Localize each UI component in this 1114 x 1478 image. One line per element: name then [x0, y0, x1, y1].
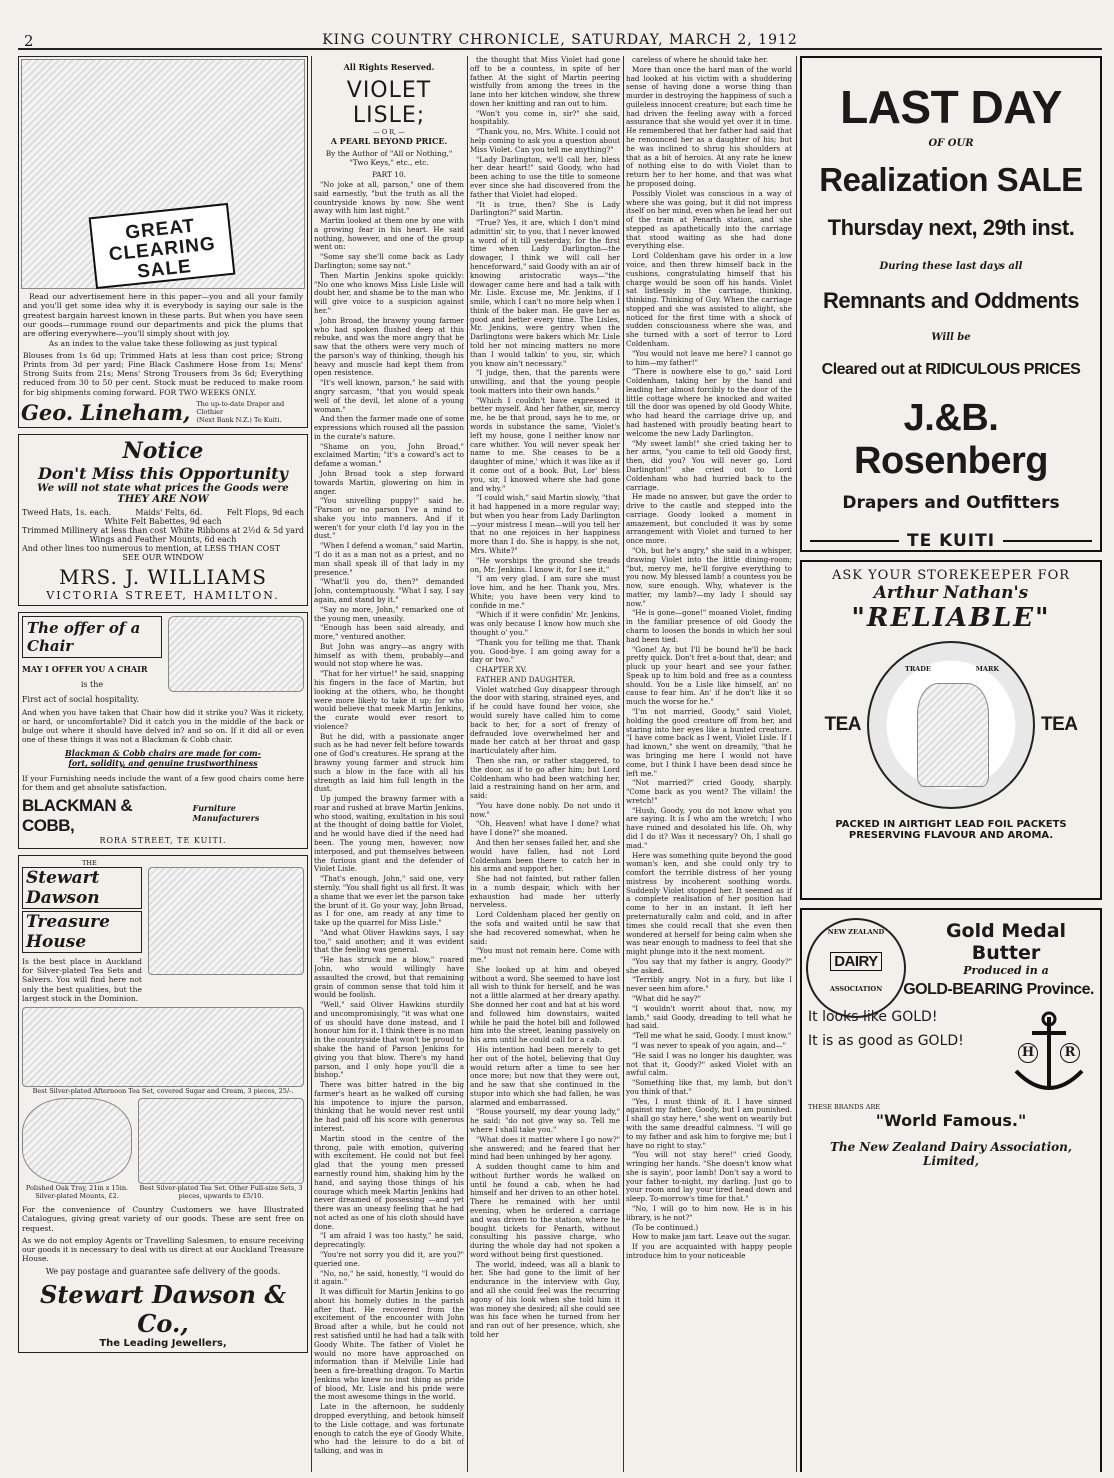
- column-rule: [311, 56, 312, 1472]
- chair-line3: First act of social hospitality.: [22, 694, 140, 704]
- serial-text-2: [470, 56, 620, 1340]
- serial-paragraph: A sudden thought came to him and without further words he walked on until he found a cab, when he had himself and her driven to an other hotel. There he remained with her until evening, when he ordered a carriage and was driven to the station, where he bought tickets for Penarth, without consulting his passive charge, who during the whole day had not spoken a word without being first questioned.: [470, 1162, 620, 1259]
- serial-paragraph: Violet watched Guy disappear through the door with staring, strained eyes, and if he could have found her voice, she would surely have called him to come back to her, for a sort of frenzy of defrauded love overwhelmed her and made her catch at her throat and gasp inarticulately after him.: [470, 684, 620, 756]
- serial-text-3: [626, 56, 792, 1261]
- serial-paragraph: the thought that Miss Violet had gone off to be a countess, in spite of her father. At the sight of Martin peering wistfully from among the trees in the lane into her kitchen window, she threw down her knitting and ran out to him.: [470, 56, 620, 108]
- butter-brands: THESE BRANDS ARE: [808, 1103, 881, 1111]
- serial-paragraph: John Broad took a step forward towards Martin, glowering on him in anger.: [314, 469, 464, 496]
- serial-paragraph: "You say that my father is angry, Goody?" she asked.: [626, 956, 792, 975]
- serial-paragraph: "Shame on you, John Broad," exclaimed Martin; "it's a coward's act to defame a woman.": [314, 441, 464, 469]
- serial-paragraph: "Terribly angry. Not in a fury, but like I never seen him afore.": [626, 975, 792, 994]
- serial-paragraph: "You will not stay here!" cried Goody, wringing her hands. "She doesn't know what she is sayin', poor lamb! Don't say a word to your father to-night, my darling. Just go to your room and lay your tired head down and sleep. To-morrow's time for that.": [626, 1150, 792, 1204]
- rosenberg-town: TE KUITI: [906, 531, 996, 551]
- stewart-sub: The Leading Jewellers,: [99, 1337, 227, 1349]
- serial-paragraph: "I am afraid I was too hasty," he said, deprecatingly.: [314, 1231, 464, 1250]
- serial-paragraph: Lord Coldenham gave his order in a low voice, and then threw himself back in the cushions, congratulating himself that his charge would be soon off his hands. Violet sat listlessly in the carriage, thinking, thinking. Thinking of Guy. When the carriage stopped and she was assisted to alight, she noticed for the first time with a shock of sudden consciousness where she was, and she turned with a sort of terror to Lord Coldenham.: [626, 251, 792, 348]
- serial-paragraph: "Say no more, John," remarked one of the young men, uneasily.: [314, 604, 464, 623]
- williams-sub2: THEY ARE NOW: [117, 493, 209, 505]
- nathan-tea-left: TEA: [824, 714, 861, 735]
- serial-paragraph: "What'll you do, then?" demanded John, contemptuously. "What I say, I say again, and stand by it.": [314, 577, 464, 604]
- serial-paragraph: Martin stood in the centre of the throng, pale with emotion, quivering with excitement. He could not but feel glad that the young men pressed earnestly round him, shaking him by the hand, and saying those things of his courage which meek Martin Jenkins had never dreamed of possessing —and yet there was an uneasy feeling that he had not acted as one of his cloth should have done.: [314, 1133, 464, 1231]
- serial-paragraph: (To be continued.): [632, 1222, 699, 1232]
- serial-paragraph: "Well," said Oliver Hawkins sturdily and uncompromisingly, "it was what one of us should have done instead, and I honour him for it. I think there is no man in the countryside that won't be proud to shake the hand of Parson Jenkins for giving you that blow. There's my hand parson, and I only hope you'll die a bishop.": [314, 1000, 464, 1080]
- blackman-cobb-advert: [18, 612, 308, 849]
- serial-paragraph: "Yes, I must think of it. I have sinned against my father, Goody, but I am punished. I shall go stay here," she went on wearily but with the same dreadful calmness. "I will go to my father and ask him to forgive me; but I have no right to stay.": [626, 1096, 792, 1150]
- rosenberg-firm: J.&B. Rosenberg: [854, 397, 1048, 482]
- serial-paragraph: "That for her virtue!" he said, snapping his fingers in the face of Martin, but looking at the others, who, he thought were more likely to take it up; for who would believe that meek Martin Jenkins, the curate would ever resort to violence?: [314, 669, 464, 731]
- serial-or: — O R, —: [373, 128, 405, 136]
- serial-paragraph: "Something like that, my lamb, but don't you think of that.": [626, 1078, 792, 1096]
- stewart-para3: We pay postage and guarantee safe delivery of the goods.: [45, 1266, 281, 1276]
- serial-paragraph: "He is gone—gone!" moaned Violet, finding in the familiar presence of old Goody the charm to loosen the bonds in which her soul had been tied.: [626, 608, 792, 644]
- mark-label: MARK: [975, 665, 999, 673]
- serial-paragraph: More than once the hard man of the world had looked at his victim with a shuddering sense of having done a worse thing than murder in destroying the happiness of such a guileless innocent creature; but each time he had driven the feeling away with a forced assurance that she would yet over it in time. He remembered that her father had said that he renounced her as a daughter of his; but he was inclined to shrug his shoulders at that as a bit of heroics. At any rate he knew of nothing else to do with Violet than to return her to her home, and that was what he proposed doing.: [626, 64, 792, 188]
- lineham-index: As an index to the value take these following as just typical: [48, 339, 278, 349]
- left-advert-column: [18, 56, 308, 1472]
- rosenberg-advert: [800, 56, 1102, 552]
- blackman-address: RORA STREET, TE KUITI.: [99, 835, 227, 845]
- williams-row3a: Trimmed Millinery at less than cost: [22, 525, 167, 535]
- serial-paragraph: "I wouldn't worrit about that, now, my lamb," said Goody, dreading to tell what he had said.: [626, 1003, 792, 1031]
- sale-illustration: [21, 59, 305, 289]
- rosenberg-h5: During these last days all: [879, 261, 1023, 272]
- chair-slogan2: fort, solidity, and genuine trustworthiness: [68, 757, 258, 768]
- serial-paragraph: She had not fainted, but rather fallen in a numb despair, which with her exhaustion had made her utterly nerveless.: [470, 874, 620, 910]
- serial-paragraph: There was bitter hatred in the big farmer's heart as he walked off cursing his impotence to injure the parson, thinking that he would never rest until he had paid off his score with generous interest.: [314, 1080, 464, 1134]
- serial-paragraph: "Some say she'll come back as Lady Darlington; some say not.": [314, 252, 464, 271]
- chair-slogan1: Blackman & Cobb chairs are made for com-: [65, 747, 261, 758]
- chair-furnisher: If your Furnishing needs include the want of a few good chairs come here for them and get absolute satisfaction.: [22, 773, 304, 792]
- trademark-seal: [867, 641, 1035, 809]
- dairy-butter-advert: [800, 908, 1102, 1472]
- stewart-dawson-advert: [18, 855, 308, 1353]
- serial-paragraph: "Lady Darlington, we'll call her, bless her dear heart!" said Goody, who had been aching to use the title to someone ever since she had discovered from the father that Violet had eloped.: [470, 154, 620, 199]
- serial-paragraph: But John was angry—as angry with himself as with them, probably—and would not stop where he was.: [314, 641, 464, 669]
- rosenberg-h1: LAST DAY: [840, 81, 1062, 133]
- serial-column-2: [470, 56, 620, 1472]
- serial-paragraph: But he did, with a passionate anger such as he had never felt before towards one of God's creatures. He sprang at the brawny young farmer and struck him such a blow in the face with all his strength as laid him full length in the dust.: [314, 731, 464, 794]
- serial-paragraph: "Gone! Ay, but I'll be bound he'll be back pretty quick. Don't fret a-bout that, dear; and pluck up your heart and see your father. Speak up to him bold and free as a countess should. You be a Lisle like himself, an' no cause to fear him. An' if he don't like it so much the worse for he.": [626, 644, 792, 707]
- masthead: [18, 6, 1102, 50]
- serial-subtitle: A PEARL BEYOND PRICE.: [330, 136, 448, 146]
- right-advert-column: [800, 56, 1102, 1472]
- serial-paragraph: "What did he say?": [632, 994, 701, 1004]
- serial-paragraph: "Rouse yourself, my dear young lady," he said; "do not give way so. Tell me where I shall take you.": [470, 1107, 620, 1134]
- column-rule: [796, 56, 797, 1472]
- serial-paragraph: "Tell me what he said, Goody. I must know.": [632, 1031, 792, 1041]
- serial-paragraph: Martin looked at them one by one with a growing fear in his heart. He said nothing, however, and one of the group went on:: [314, 216, 464, 252]
- lineham-name: Geo. Lineham,: [21, 399, 191, 425]
- serial-paragraph: "No, no," he said, honestly, "I would do it again.": [314, 1268, 464, 1287]
- williams-name: MRS. J. WILLIAMS: [59, 564, 267, 589]
- serial-paragraph: Late in the afternoon, he suddenly dropped everything, and betook himself to the Lisle cottage, and was fortunate enough to catch the eye of Goody White, who had the leisure to do a bit of talking, and was in: [314, 1402, 464, 1456]
- serial-paragraph: Possibly Violet was conscious in a way of where she was going, but it did not impress itself on her mind, even when he lead her out of the train at Penarth station, and she stepped as apathetically into the carriage that stood waiting as she had done everything else.: [626, 188, 792, 251]
- serial-paragraph: How to make jam tart. Leave out the sugar.: [632, 1232, 791, 1242]
- serial-paragraph: "I'm not married, Goody," said Violet, holding the good creature off from her, and staring into her eyes like a hunted creature. "I have come back as I went, Violet Lisle. If I had known," she went on dreamily, "that he was bringing me here I would not have come, but I think I have been dead since he left me.": [626, 707, 792, 778]
- serial-paragraph: Here was something quite beyond the good woman's ken, and she could only try to comfort the terrible distress of her young mistress by incoherent soothing words. Suddenly Violet stopped her. It seemed as if a complete realisation of her position had come to her in an instant. It left her preternaturally calm and cold, and in after times she could recall that she even then wondered at herself for being calm when she was near enough to madness to feel that she might plunge into it the next moment.: [626, 850, 792, 957]
- anchor-icon: [1004, 1009, 1094, 1099]
- lineham-advert: [18, 56, 308, 428]
- butter-h2: Butter: [971, 942, 1041, 964]
- column-rule: [623, 56, 624, 1472]
- serial-paragraph: "He said I was no longer his daughter, was not that it, Goody?" asked Violet with an awful calm.: [626, 1050, 792, 1078]
- serial-paragraph: "Enough has been said already, and more," ventured another.: [314, 623, 464, 642]
- serial-paragraph: "You would not leave me here? I cannot go to him—my father!": [626, 348, 792, 367]
- serial-paragraph: "It's well known, parson," he said with angry sarcasm, "that you would speak well of the devil, let alone of a young woman.": [314, 378, 464, 414]
- blackman-firm: BLACKMAN & COBB,: [22, 795, 133, 835]
- serial-paragraph: "That's enough, John," said one, very sternly. "You shall fight us all first. It was a shame that we ever let the parson take the brunt of it. Go your way, John Broad, as I for one, am ready at any time to take up the quarrel for Miss Lisle.": [314, 874, 464, 928]
- serial-paragraph: He made no answer, but gave the order to drive to the castle and stepped into the carriage. Goody looked a moment in amazement, but concluded it was by some arrangement with Violet and turned to her once more.: [626, 492, 792, 546]
- nathan-line1: ASK YOUR STOREKEEPER FOR: [831, 568, 1071, 583]
- rosenberg-h3: Realization SALE: [819, 161, 1083, 198]
- serial-paragraph: "You snivelling puppy!" said he. "Parson or no parson I've a mind to shake you into manners. And if it weren't for your cloth I'd lay you in the dust.": [314, 496, 464, 541]
- serial-paragraph: Then she ran, or rather staggered, to the door, as if to go after him; but Lord Coldenham who had been watching her, laid a restraining hand on her arm, and said:: [470, 755, 620, 801]
- serial-paragraph: "Not married?" cried Goody, sharply. "Come back as you went? The villain! the wretch!": [626, 778, 792, 805]
- serial-paragraph: "Won't you come in, sir?" she said, hospitably.: [470, 108, 620, 127]
- serial-paragraph: And then her senses failed her, and she would have fallen, had not Lord Coldenham been there to catch her in his arms and support her.: [470, 837, 620, 874]
- rosenberg-h2: OF OUR: [928, 138, 974, 149]
- seal-bottom: ASSOCIATION: [829, 985, 883, 993]
- williams-notice: Notice: [122, 437, 204, 464]
- rosenberg-h6: Remnants and Oddments: [823, 288, 1079, 313]
- serial-paragraph: FATHER AND DAUGHTER.: [476, 674, 576, 684]
- williams-row4: Wings and Feather Mounts, 6d each: [89, 534, 237, 544]
- serial-paragraph: "I judge, then, that the parents were unwilling, and that the young people took matters into their own hands.": [470, 368, 620, 395]
- serial-title: VIOLET LISLE;: [346, 78, 432, 128]
- serial-author: By the Author of "All or Nothing," "Two Keys," etc., etc.: [325, 149, 453, 167]
- stewart-caption-tea2: Best Silver-plated Tea Set. Other Full-size Sets, 3 pieces, upwards to £5/10.: [139, 1184, 303, 1201]
- seal-top: NEW ZEALAND: [827, 928, 885, 936]
- column-rule: [467, 56, 468, 1472]
- nathan-line2: Arthur Nathan's: [873, 583, 1029, 603]
- serial-paragraph: "I could wish," said Martin slowly, "that it had happened in a more regular way; but when you hear from Lady Darlington—your mistress I mean—will you tell her that no one rejoices in her happiness more than I do. She is happy, is she not, Mrs. White?": [470, 493, 620, 555]
- sale-banner: GREAT CLEARING SALE: [107, 215, 217, 283]
- serial-paragraph: She looked up at him and obeyed without a word. She seemed to have lost all wish to think for herself, and he was not a little alarmed at her dreary apathy. She donned her coat and hat at his word and followed him downstairs, waited while he paid the hotel bill and followed him into the street, leaning passively on his arm until he could call for a cab.: [470, 964, 620, 1045]
- serial-paragraph: "You're not sorry you did it, are you?" queried one.: [314, 1249, 464, 1268]
- serial-paragraph: And then the farmer made one of some expressions which roused all the passion in the curate's nature.: [314, 414, 464, 441]
- williams-row5: And other lines too numerous to mention, at LESS THAN COST: [22, 543, 281, 553]
- williams-row3b: White Ribbons at 2½d & 5d yard: [170, 525, 304, 535]
- stewart-signature: Stewart Dawson & Co.,: [40, 1279, 286, 1338]
- serial-paragraph: "You must not remain here. Come with me.": [470, 946, 620, 965]
- serial-text-1: [314, 181, 464, 1456]
- nathan-foot: PACKED IN AIRTIGHT LEAD FOIL PACKETS PRESERVING FLAVOUR AND AROMA.: [835, 819, 1067, 841]
- chair-line1: MAY I OFFER YOU A CHAIR: [22, 663, 148, 674]
- nathan-line3: "RELIABLE": [851, 603, 1051, 633]
- williams-row1b: Maids' Felts, 6d.: [135, 507, 203, 517]
- chair-paragraph: And when you have taken that Chair how did it strike you? Was it rickety, or hard, or uncomfortable? Did it catch you in the middle of the back or bulge out where it should have delved in? and so on. If it did all or even one of these things it was not a Blackman & Cobb chair.: [22, 707, 304, 744]
- williams-advert: [18, 434, 308, 606]
- butter-famous: "World Famous.": [875, 1111, 1027, 1130]
- stewart-caption-tea: Best Silver-plated Afternoon Tea Set, covered Sugar and Cream, 3 pieces, 25/-.: [32, 1087, 294, 1096]
- serial-column-3: [626, 56, 792, 1472]
- williams-row6: SEE OUR WINDOW: [122, 552, 204, 562]
- page-number: 2: [24, 32, 34, 50]
- serial-paragraph: "I am very glad. I am sure she must love him, and he her. Thank you, Mrs. White; you have been very kind to confide in me.": [470, 574, 620, 610]
- serial-column-1: [314, 56, 464, 1472]
- serial-paragraph: John Broad, the brawny young farmer who had spoken flushed deep at this rebuke, and was the more angry that he saw that the others were very much of the parson's way of thinking, though his heavy and muscle had kept them from open resistence.: [314, 315, 464, 378]
- serial-paragraph: "He worships the ground she treads on, Mr. Jenkins. I know it, for I see it.": [470, 555, 620, 574]
- serial-paragraph: "Oh, Heaven! what have I done? what have I done?" she moaned.: [470, 819, 620, 838]
- silver-cups-illustration: [148, 867, 304, 975]
- serial-paragraph: "It is true, then? She is Lady Darlington?" said Martin.: [470, 199, 620, 218]
- serial-paragraph: "Thank you, no, Mrs. White. I could not help coming to ask you a question about Miss Violet. Can you tell me anything?": [470, 127, 620, 154]
- serial-paragraph: "What does it matter where I go now?" she answered; and he feared that her mind had been unhinged by her agony.: [470, 1134, 620, 1162]
- williams-row1a: Tweed Hats, 1s. each.: [22, 507, 112, 517]
- williams-row1c: Felt Flops, 9d each: [226, 507, 304, 517]
- serial-paragraph: "There is nowhere else to go," said Lord Coldenham, taking her by the hand and leading her almost forcibly to the door of the little cottage where he knocked and waited till the door was opened by old Goody White, who had heard the carriage drive up, and had hastened with proudly beating heart to welcome the new Lady Darlington.: [626, 367, 792, 438]
- serial-paragraph: "He has struck me a blow," roared John, who would willingly have assaulted the crowd, but that remaining grain of common sense that told him it would be foolish.: [314, 955, 464, 1000]
- chair-illustration: [168, 616, 304, 692]
- serial-paragraph: "My sweet lamb!" she cried taking her to her arms, "you came to tell old Goody first, then, did you? You will never go, Lord Darlington!" she cried out to Lord Coldenham who had hurried back to the carriage.: [626, 438, 792, 492]
- serial-paragraph: Then Martin Jenkins spoke quickly: "No one who knows Miss Lisle Lisle will doubt her, and shame be to the man who will give voice to a suspicion against her.": [314, 270, 464, 315]
- serial-rights: All Rights Reserved.: [343, 62, 435, 72]
- stewart-title2: Treasure House: [22, 911, 142, 953]
- rosenberg-h8: Cleared out at RIDICULOUS PRICES: [821, 361, 1081, 378]
- serial-paragraph: careless of where he should take her.: [632, 56, 768, 64]
- serial-paragraph: "No, I will go to him now. He is in his library, is he not?": [626, 1204, 792, 1222]
- serial-paragraph: "Hush, Goody, you do not know what you are saying. It is I who am the wretch; I who have ruined and desolated his life. Oh, why did I do it? Was it necessary? Oh, I shall go mad.": [626, 805, 792, 850]
- lineham-trade: The up-to-date Draper and Clothier: [196, 400, 285, 417]
- anchor-h: H: [1018, 1043, 1038, 1063]
- serial-paragraph: If you are acquainted with happy people introduce him to your noticeable: [626, 1242, 792, 1260]
- stewart-para1: For the convenience of Country Customers we have Illustrated Catalogues, giving great variety of our goods. These are sent free on request.: [22, 1205, 304, 1233]
- williams-headline: Don't Miss this Opportunity: [38, 463, 288, 483]
- serial-part: PART 10.: [371, 170, 407, 179]
- butter-h3: Produced in a: [963, 964, 1049, 977]
- serial-paragraph: "And what Oliver Hawkins says, I say too," said another; and it was evident that the feeling was general.: [314, 927, 464, 955]
- serial-paragraph: "Which if it were confidin' Mr. Jenkins, was only because I know how much she thought o' you.": [470, 610, 620, 637]
- teapot-icon: [917, 683, 989, 787]
- serial-paragraph: CHAPTER XV.: [476, 665, 527, 675]
- rosenberg-h4: Thursday next, 29th inst.: [827, 215, 1075, 240]
- serial-paragraph: His intention had been merely to get her out of the hotel, believing that Guy would return after a time to see her once more; but now that they were out, and he saw that she continued in the stupor into which she had fallen, he was alarmed and embarrassed.: [470, 1044, 620, 1107]
- seal-mid: DAIRY: [830, 952, 882, 971]
- blackman-trade: Furniture Manufacturers: [192, 802, 260, 823]
- serial-paragraph: "I was never to speak of you again, and—": [632, 1040, 786, 1050]
- tray-illustration: [22, 1098, 132, 1184]
- serial-paragraph: "You have done nobly. Do not undo it now.": [470, 800, 620, 819]
- serial-paragraph: "No joke at all, parson," one of them said earnestly, "but the truth as all the countryside knows by now. She went away with him last night.": [314, 180, 464, 216]
- williams-address: VICTORIA STREET, HAMILTON.: [46, 588, 280, 602]
- chair-line2: is the: [80, 679, 104, 689]
- chair-heading: The offer of a Chair: [22, 616, 162, 658]
- butter-l2: It is as good as GOLD!: [808, 1033, 964, 1049]
- serial-paragraph: "Which I couldn't have expressed it better myself. And her father, sir, mercy me, he be that proud, says he to me, or words in substance the same, 'Violet's left my house, gone I neither know nor care whither. You will never speak her name to me. She ceases to be a daughter of mine,' which it was like as if it come out of a book. But, Lor' bless you, sir, I knowed where she had gone and why.": [470, 395, 620, 493]
- stewart-the: THE: [82, 858, 97, 867]
- butter-l1: It looks like GOLD!: [808, 1009, 938, 1025]
- lineham-intro: Read our advertisement here in this paper—you and all your family and you'll get some idea why it is everybody is saying our sale is the greatest bargain harvest known in these parts. But when you have seen our goods—rummage round our departments and pick the plums that are offering everywhere—you'll simply shout with joy.: [23, 292, 303, 338]
- williams-row2: White Felt Babettes, 9d each: [104, 516, 222, 526]
- lineham-address: (Next Bank N.Z.) Te Kuiti.: [196, 416, 282, 425]
- tea-set-illustration: [22, 1007, 304, 1087]
- stewart-caption-tray: Polished Oak Tray, 21in x 15in. Silver-plated Mounts, £2.: [25, 1184, 129, 1201]
- butter-assoc: The New Zealand Dairy Association, Limited,: [829, 1140, 1073, 1168]
- nathan-tea-advert: [800, 560, 1102, 900]
- lineham-details: Blouses from 1s 6d up; Trimmed Hats at less than cost price; Strong Prints from 3d per yard; Fine Black Cashmere Hose from 1s; Mens' Strong Suits from 21s; Mens' Strong Trousers from 3s 6d; Everything reduced from 30 to 50 per cent. Stock must be reduced to make room for big shipments coming forward. FOR TWO WEEKS ONLY.: [23, 350, 303, 397]
- nathan-tea-right: TEA: [1041, 714, 1078, 735]
- serial-paragraph: It was difficult for Martin Jenkins to go about his homely duties in the parish after that. He recovered from the excitement of the encounter with John Broad after a while, but he could not rest satisfied until he had had a talk with Goody White. The father of Violet he would no more have approached on information than if Melville Lisle had been a fire-breathing dragon. To Martin Jenkins who knew no inst thing as pride of blood, Mr. Lisle and his pride were the most awesome things in the world.: [314, 1287, 464, 1402]
- stewart-title1: Stewart Dawson: [22, 867, 142, 909]
- rosenberg-h7: Will be: [931, 332, 971, 343]
- butter-h4: GOLD-BEARING Province.: [903, 981, 1094, 998]
- serial-paragraph: The world, indeed, was all a blank to her. She had gone to the limit of her endurance in the interview with Guy, and all she could feel was the recurring agony of his look when she told him it was money she desired; all she could see was his face when he turned from her and ran out of her presence, which, she told her: [470, 1259, 620, 1339]
- serial-paragraph: "When I defend a woman," said Martin, "I do it as a man not as a priest, and no man shall speak ill of that lady in my presence.": [314, 541, 464, 577]
- butter-h1: Gold Medal: [945, 920, 1067, 942]
- anchor-r: R: [1060, 1043, 1080, 1063]
- serial-paragraph: "True? Yes, it are, which I don't mind admittin' sir, to you, that I never knowed a word of it till yesterday, for the first time when Lady Darlington—the dowager, I think we will call her henceforward," said Goody with an air of knowing aristocratic ways—"the dowager came here and had a talk with Mr. Lisle. Excuse me, Mr. Jenkins, if I smile, which I can't no more help when I think of the baker man. He gave her as good and better every time. The Lisles, Mr. Jenkins, were gentry when the Darlingtons were bakers which Mr. Lisle told her not mincing matters no more than I would talkin' to you, sir, which you know ain't necessary.": [470, 218, 620, 368]
- williams-sub1: We will not state what prices the Goods were: [37, 482, 289, 494]
- dairy-seal: [806, 918, 906, 1018]
- newspaper-title: KING COUNTRY CHRONICLE, SATURDAY, MARCH 2, 1912: [322, 32, 798, 48]
- serial-paragraph: "Oh, but he's angry," she said in a whisper, drawing Violet into the little dining-room; "but, mercy me, he'll forgive everything to you now. My blessed lamb! a countess you be now, sure enough. Why, whatever is the matter, my lamb?—my lady I should say now.": [626, 545, 792, 608]
- serial-paragraph: Up jumped the brawny farmer with a roar and rushed at brave Martin Jenkins, who stood, waiting, exultation in his soul at the thought of doing battle for Violet, and he would have died if the need had been. The young men, however, now interposed, and put themselves between the furious giant and the defender of Violet Lisle.: [314, 794, 464, 874]
- serial-paragraph: "Thank you for telling me that. Thank you. Good-bye. I am going away for a day or two.": [470, 637, 620, 665]
- rosenberg-trade: Drapers and Outfitters: [842, 493, 1060, 513]
- tea-set2-illustration: [138, 1098, 304, 1184]
- serial-paragraph: Lord Coldenham placed her gently on the sofa and waited until he saw that she had recovered somewhat, when he said:: [470, 910, 620, 946]
- stewart-intro: Is the best place in Auckland for Silver-plated Tea Sets and Salvers. You will find here not only the best qualities, but the largest stock in the Dominion.: [22, 956, 142, 1003]
- trade-label: TRADE: [905, 665, 931, 673]
- stewart-para2: As we do not employ Agents or Travelling Salesmen, to ensure receiving our goods it is necessary to deal with us direct at our Auckland Treasure House.: [22, 1235, 304, 1264]
